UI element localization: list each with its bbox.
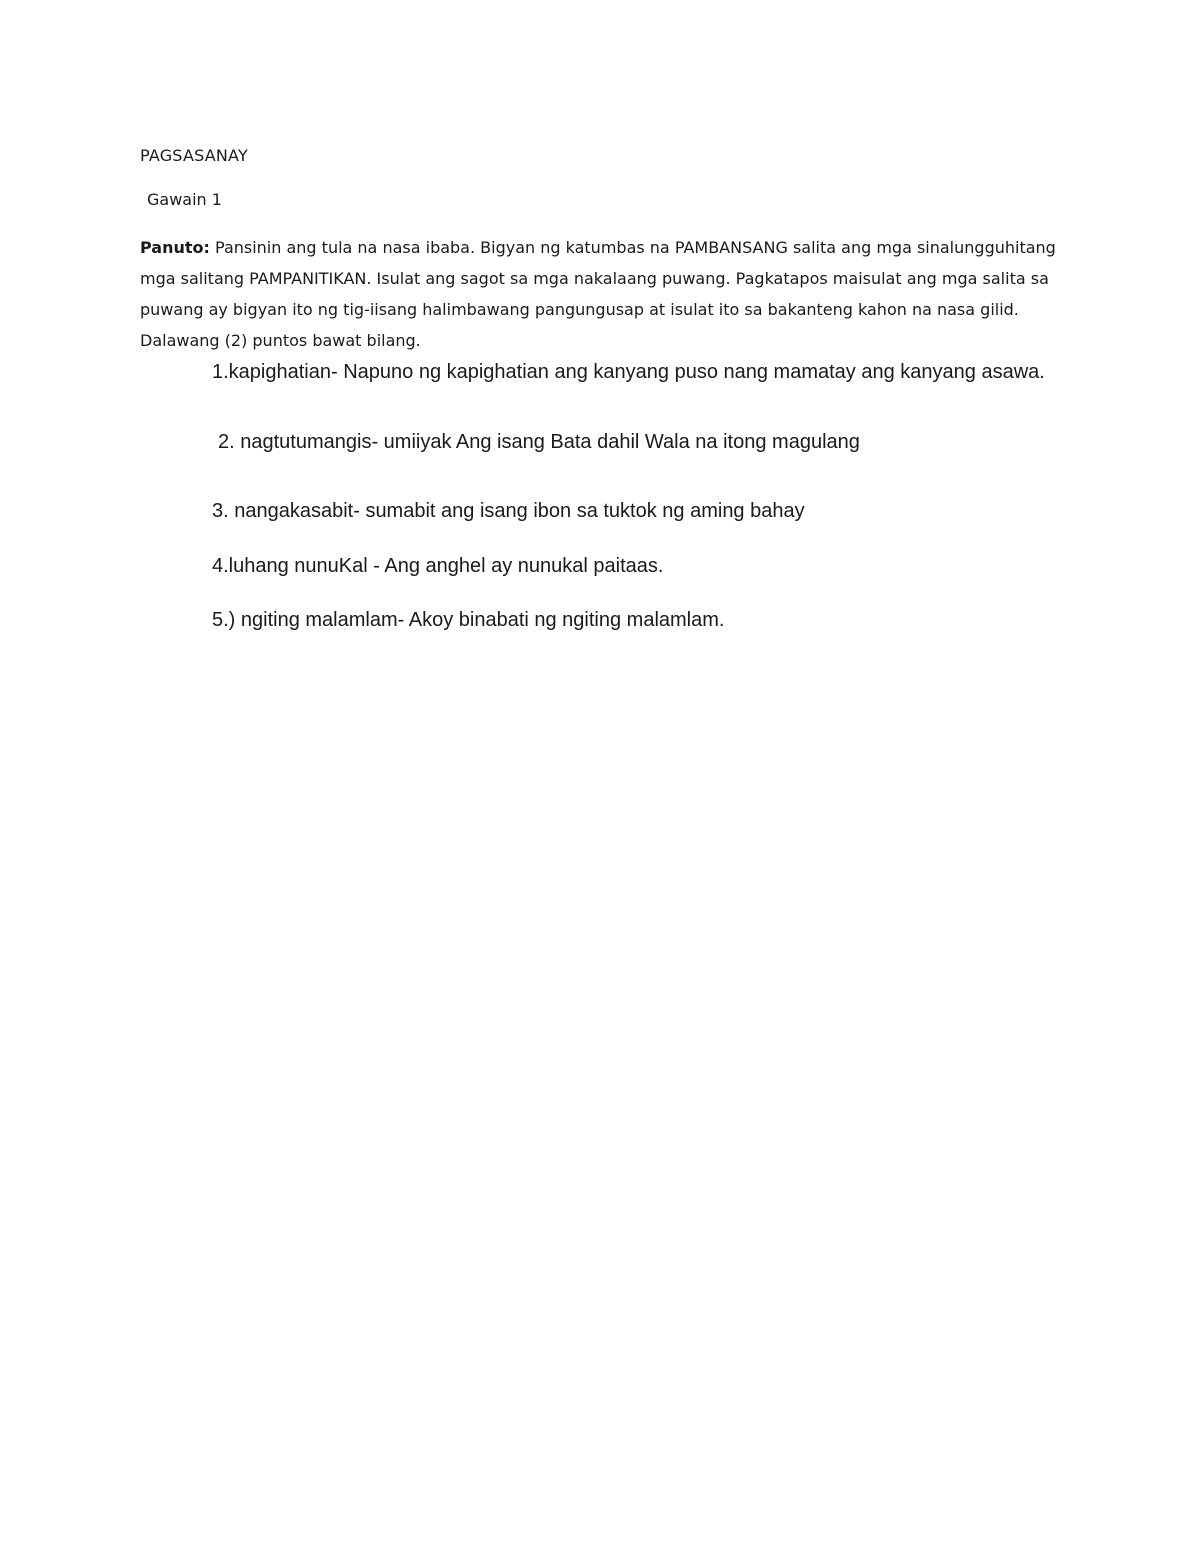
answer-item-4: 4.luhang nunuKal - Ang anghel ay nunukal paitaas. bbox=[212, 555, 664, 577]
instructions-label: Panuto: bbox=[140, 238, 210, 257]
answer-item-2: 2. nagtutumangis- umiiyak Ang isang Bata dahil Wala na itong magulang bbox=[218, 431, 860, 453]
activity-heading: Gawain 1 bbox=[147, 190, 222, 209]
answer-item-1: 1.kapighatian- Napuno ng kapighatian ang kanyang puso nang mamatay ang kanyang asawa. bbox=[212, 361, 1045, 383]
document-title: PAGSASANAY bbox=[140, 146, 248, 165]
instructions-text: Pansinin ang tula na nasa ibaba. Bigyan ng katumbas na PAMBANSANG salita ang mga sinalungguhitang mga salitang PAMPANITIKAN. Isulat ang sagot sa mga nakalaang puwang. Pagkatapos maisulat ang mga salita sa puwang ay bigyan ito ng tig-iisang halimbawang pangungusap at isulat ito sa bakanteng kahon na nasa gilid. Dalawang (2) puntos bawat bilang. bbox=[140, 238, 1056, 350]
answer-item-5: 5.) ngiting malamlam- Akoy binabati ng ngiting malamlam. bbox=[212, 609, 725, 631]
instructions-paragraph bbox=[140, 232, 1060, 356]
answer-item-3: 3. nangakasabit- sumabit ang isang ibon sa tuktok ng aming bahay bbox=[212, 500, 805, 522]
